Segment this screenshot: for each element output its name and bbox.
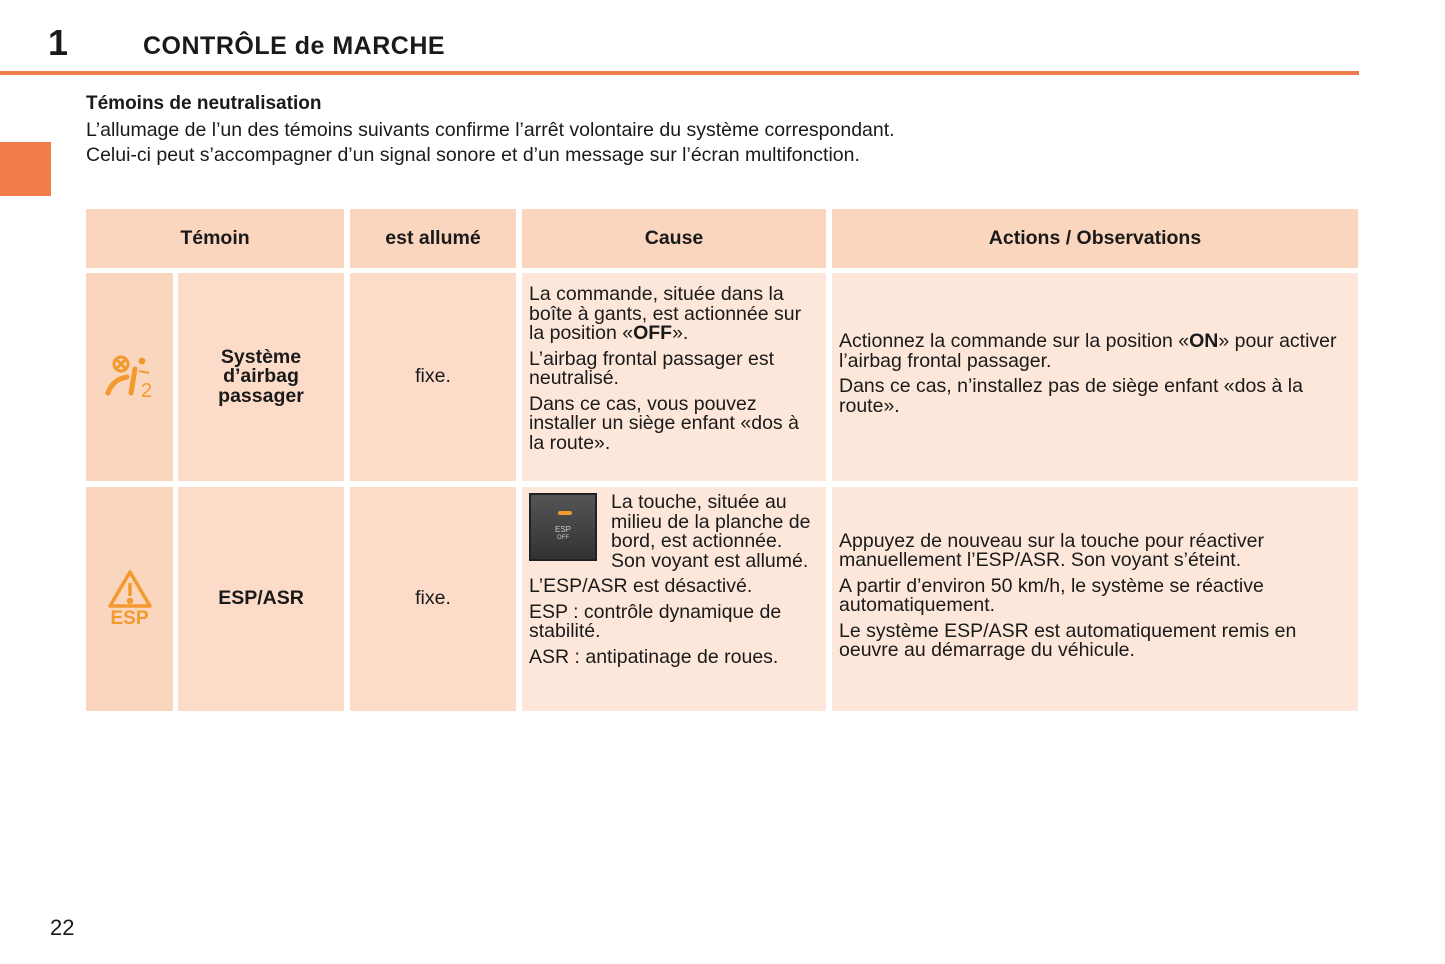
cause-text: ASR : antipatinage de roues. (529, 645, 779, 668)
cause-text: L’ESP/ASR est désactivé. (529, 575, 753, 597)
button-label: ESP (554, 525, 571, 534)
esp-off-button-image (529, 493, 597, 561)
action-text: Le système ESP/ASR est automatiquement remis en oeuvre au démarrage du véhicule. (839, 619, 1297, 661)
header-cause: Cause (522, 209, 826, 268)
action-text: Appuyez de nouveau sur la touche pour réactiver manuellement l’ESP/ASR. Son voyant s’éteint. (839, 529, 1264, 571)
intro-line: Celui-ci peut s’accompagner d’un signal sonore et d’un message sur l’écran multifonction. (86, 144, 860, 166)
cause-text: La commande, située dans la boîte à gants, est actionnée sur la position « (529, 283, 802, 344)
page-number: 22 (50, 915, 75, 940)
warning-state: fixe. (350, 487, 516, 711)
header-state: est allumé (350, 209, 516, 268)
cause-text: La touche, située au milieu de la planche de bord, est actionnée. Son voyant est allumé. (611, 491, 811, 572)
section-title: Témoins de neutralisation (86, 93, 322, 114)
chapter-number: 1 (48, 22, 69, 63)
cause-emphasis: OFF (633, 322, 673, 344)
header-actions: Actions / Observations (832, 209, 1358, 268)
led-indicator (558, 511, 572, 515)
cause-text: ». (672, 322, 689, 344)
intro-line: L’allumage de l’un des témoins suivants confirme l’arrêt volontaire du système correspondant. (86, 119, 895, 141)
page-title: CONTRÔLE de MARCHE (143, 32, 446, 60)
chapter-tab (0, 142, 51, 196)
cause-cell (522, 273, 826, 481)
actions-cell (832, 487, 1358, 711)
warning-name: Système d’airbag passager (178, 273, 344, 481)
action-text: Actionnez la commande sur la position « (839, 330, 1190, 352)
cause-cell (522, 487, 826, 711)
cause-text: Dans ce cas, vous pouvez installer un siège enfant «dos à la route». (529, 392, 799, 454)
action-text: A partir d’environ 50 km/h, le système se réactive automatiquement. (839, 574, 1264, 616)
action-emphasis: ON (1189, 330, 1219, 352)
airbag-off-icon (105, 355, 155, 399)
cause-text: ESP : contrôle dynamique de stabilité. (529, 600, 782, 642)
svg-text:2: 2 (140, 380, 152, 399)
esp-icon-cell (86, 487, 173, 711)
button-label: OFF (557, 535, 569, 541)
cause-text: L’airbag frontal passager est neutralisé. (529, 347, 774, 389)
esp-icon-label: ESP (110, 608, 149, 629)
action-text: » pour activer l’airbag frontal passager. (839, 330, 1337, 372)
warning-state: fixe. (350, 273, 516, 481)
esp-warning-icon (107, 569, 153, 609)
header-rule (0, 71, 1359, 75)
action-text: Dans ce cas, n’installez pas de siège enfant «dos à la route». (839, 375, 1303, 417)
actions-cell (832, 273, 1358, 481)
airbag-icon-cell (86, 273, 173, 481)
warning-name: ESP/ASR (178, 487, 344, 711)
header-temoin: Témoin (86, 209, 344, 268)
